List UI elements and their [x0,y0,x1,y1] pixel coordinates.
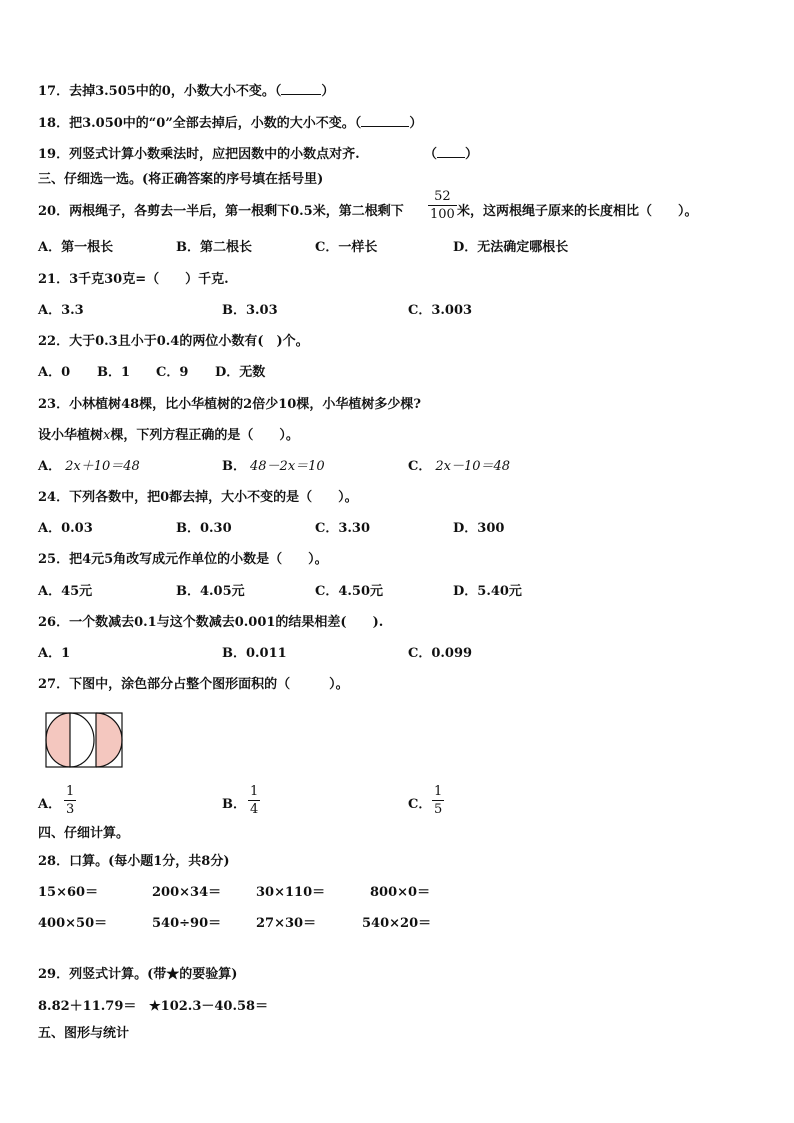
section-5-heading: 五、图形与统计 [38,1026,130,1041]
q27-fraction-b: 1 4 [250,784,259,817]
variable-x: x [103,428,111,443]
question-19: 19．列竖式计算小数乘法时，应把因数中的小数点对齐. [38,147,360,162]
q27-option-a[interactable]: A． [38,797,62,812]
equation: 2x＋10＝48 [65,459,140,474]
q20-fraction [428,189,457,222]
question-23-sub: 设小华植树x棵，下列方程正确的是（ ）。 [38,428,299,443]
question-25: 25．把4元5角改写成元作单位的小数是（ ）。 [38,552,328,567]
oral-calc-item: 30×110＝ [256,885,326,900]
question-18: 18．把3.050中的“0”全部去掉后，小数的大小不变。（ ） [38,116,423,131]
q22-option-a[interactable]: A．0 [38,365,71,380]
question-26: 26．一个数减去0.1与这个数减去0.001的结果相差( ). [38,615,384,630]
q22-option-d[interactable]: D．无数 [215,365,266,380]
q21-option-b[interactable]: B．3.03 [222,303,278,318]
q26-option-c[interactable]: C．0.099 [408,646,473,661]
answer-blank[interactable] [437,157,465,158]
q26-option-a[interactable]: A．1 [38,646,71,661]
q27-option-b[interactable]: B． [222,797,246,812]
question-22: 22．大于0.3且小于0.4的两位小数有( )个。 [38,334,309,349]
q23-option-b[interactable]: B． 48－2x＝10 [222,459,325,474]
vertical-calc-item: 8.82＋11.79＝ [38,999,137,1014]
question-23: 23．小林植树48棵，比小华植树的2倍少10棵，小华植树多少棵? [38,397,421,412]
question-19-answer: （ ） [424,147,479,162]
q24-option-a[interactable]: A．0.03 [38,521,93,536]
shaded-half-circle [96,713,122,767]
q20-option-a[interactable]: A．第一根长 [38,240,114,255]
oral-calc-item: 400×50＝ [38,916,108,931]
q25-option-c[interactable]: C．4.50元 [315,584,384,599]
section-3-heading: 三、仔细选一选。(将正确答案的序号填在括号里) [38,172,324,187]
q20-option-b[interactable]: B．第二根长 [176,240,252,255]
oral-calc-item: 540×20＝ [362,916,432,931]
oral-calc-item: 200×34＝ [152,885,222,900]
q23-option-a[interactable]: A． 2x＋10＝48 [38,459,140,474]
oral-calc-item: 27×30＝ [256,916,317,931]
question-17: 17．去掉3.505中的0，小数大小不变。（ ） [38,84,335,99]
q25-option-d[interactable]: D．5.40元 [453,584,522,599]
q21-option-a[interactable]: A．3.3 [38,303,84,318]
q22-option-c[interactable]: C．9 [156,365,189,380]
q24-option-d[interactable]: D．300 [453,521,505,536]
q25-option-b[interactable]: B．4.05元 [176,584,245,599]
q23-option-c[interactable]: C． 2x－10＝48 [408,459,511,474]
q27-figure [44,711,124,769]
answer-blank[interactable] [281,94,321,95]
q27-fraction-c: 1 5 [434,784,443,817]
q24-option-c[interactable]: C．3.30 [315,521,371,536]
question-20-part-a: 20．两根绳子，各剪去一半后，第一根剩下0.5米，第二根剩下 [38,204,404,219]
question-29: 29．列竖式计算。(带★的要验算) [38,967,238,982]
equation: 2x－10＝48 [435,459,511,474]
q27-option-c[interactable]: C． [408,797,432,812]
question-21: 21．3千克30克=（ ）千克. [38,272,229,287]
q20-option-d[interactable]: D．无法确定哪根长 [453,240,569,255]
q26-option-b[interactable]: B．0.011 [222,646,287,661]
answer-blank[interactable] [361,126,409,127]
question-28: 28．口算。(每小题1分，共8分) [38,854,230,869]
q22-option-b[interactable]: B．1 [97,365,131,380]
q21-option-c[interactable]: C．3.003 [408,303,473,318]
question-27: 27．下图中，涂色部分占整个图形面积的（ ）。 [38,677,349,692]
q25-option-a[interactable]: A．45元 [38,584,93,599]
fraction-numerator: 52 [434,189,451,204]
q20-option-c[interactable]: C．一样长 [315,240,378,255]
fraction-denominator: 100 [430,207,455,222]
question-20-part-b: 米，这两根绳子原来的长度相比（ ）。 [457,204,698,219]
vertical-calc-item: ★102.3－40.58＝ [149,999,269,1014]
shaded-half-circle-left [46,713,70,767]
oral-calc-item: 15×60＝ [38,885,99,900]
q24-option-b[interactable]: B．0.30 [176,521,232,536]
fraction-bar [428,205,457,206]
question-24: 24．下列各数中，把0都去掉，大小不变的是（ ）。 [38,490,358,505]
oral-calc-item: 800×0＝ [370,885,431,900]
oral-calc-item: 540÷90＝ [152,916,222,931]
section-4-heading: 四、仔细计算。 [38,826,130,841]
q27-fraction-a: 1 3 [66,784,75,817]
equation: 48－2x＝10 [250,459,325,474]
arc-middle [70,713,94,767]
